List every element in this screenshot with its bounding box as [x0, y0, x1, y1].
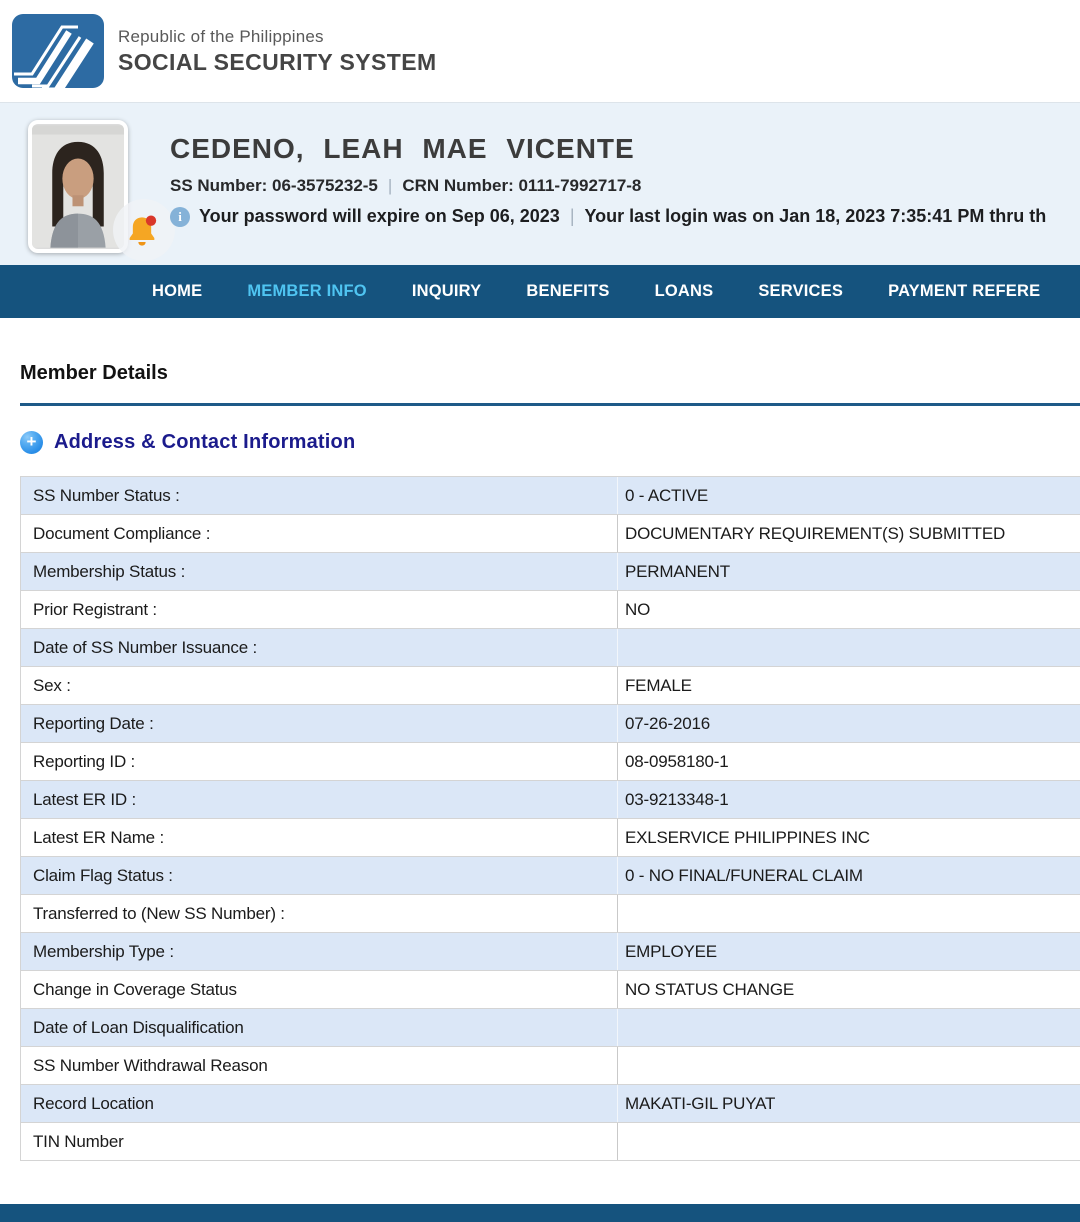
crn-number: CRN Number: 0111-7992717-8: [402, 176, 642, 195]
nav-item-home[interactable]: HOME: [152, 282, 203, 300]
table-row: [21, 1009, 1080, 1047]
info-icon: [170, 207, 190, 227]
table-row: [21, 1047, 1080, 1085]
detail-label: Record Location: [21, 1085, 618, 1122]
member-notice-line: [170, 206, 1080, 227]
table-row: [21, 1085, 1080, 1123]
detail-value: 08-0958180-1: [625, 751, 729, 771]
member-header: [0, 103, 1080, 265]
detail-label: Membership Type :: [21, 933, 618, 970]
nav-item-services[interactable]: SERVICES: [758, 282, 844, 300]
detail-label: Membership Status :: [21, 553, 618, 590]
detail-label: SS Number Status :: [21, 477, 618, 514]
table-row: [21, 515, 1080, 553]
brand-country: Republic of the Philippines: [118, 26, 324, 46]
member-text-block: [170, 133, 1080, 227]
ss-number: SS Number: 06-3575232-5: [170, 176, 378, 195]
detail-label: Reporting ID :: [21, 743, 618, 780]
nav-item-payment-refere[interactable]: PAYMENT REFERE: [888, 282, 1041, 300]
table-row: [21, 477, 1080, 515]
detail-value: 0 - ACTIVE: [625, 485, 709, 505]
password-expiry-notice: Your password will expire on Sep 06, 2023: [199, 206, 560, 226]
detail-value: FEMALE: [625, 675, 692, 695]
detail-value: 0 - NO FINAL/FUNERAL CLAIM: [625, 865, 863, 885]
detail-value: 03-9213348-1: [625, 789, 729, 809]
nav-item-loans[interactable]: LOANS: [654, 282, 714, 300]
detail-value: 07-26-2016: [625, 713, 710, 733]
table-row: [21, 781, 1080, 819]
detail-value: PERMANENT: [625, 561, 730, 581]
detail-value: [618, 1009, 1080, 1046]
detail-label: Document Compliance :: [21, 515, 618, 552]
member-photo-image: [32, 124, 124, 249]
table-row: [21, 857, 1080, 895]
separator: |: [387, 176, 393, 195]
title-divider: [20, 403, 1080, 406]
detail-label: Change in Coverage Status: [21, 971, 618, 1008]
detail-label: Date of Loan Disqualification: [21, 1009, 618, 1046]
detail-value: [618, 1047, 1080, 1084]
member-name: CEDENO, LEAH MAE VICENTE: [170, 133, 635, 164]
nav-item-inquiry[interactable]: INQUIRY: [411, 282, 482, 300]
detail-label: Latest ER Name :: [21, 819, 618, 856]
brand-agency-name: SOCIAL SECURITY SYSTEM: [118, 48, 437, 75]
detail-label: Sex :: [21, 667, 618, 704]
footer-bar: [0, 1204, 1080, 1222]
table-row: [21, 629, 1080, 667]
bell-icon[interactable]: [122, 213, 162, 253]
detail-label: Claim Flag Status :: [21, 857, 618, 894]
detail-value: [618, 629, 1080, 666]
brand-header: [0, 0, 1080, 103]
detail-value: EXLSERVICE PHILIPPINES INC: [625, 827, 870, 847]
nav-item-member-info[interactable]: MEMBER INFO: [247, 282, 367, 300]
detail-value: EMPLOYEE: [625, 941, 717, 961]
detail-label: Latest ER ID :: [21, 781, 618, 818]
table-row: [21, 895, 1080, 933]
member-id-line: [170, 176, 1080, 196]
table-row: [21, 591, 1080, 629]
detail-value: NO: [625, 599, 651, 619]
detail-label: SS Number Withdrawal Reason: [21, 1047, 618, 1084]
address-contact-section-toggle[interactable]: [20, 429, 1080, 455]
detail-label: Prior Registrant :: [21, 591, 618, 628]
table-row: [21, 971, 1080, 1009]
last-login-notice: Your last login was on Jan 18, 2023 7:35:41 PM thru th: [584, 206, 1047, 226]
detail-value: MAKATI-GIL PUYAT: [625, 1093, 776, 1113]
table-row: [21, 705, 1080, 743]
table-row: [21, 553, 1080, 591]
detail-label: TIN Number: [21, 1123, 618, 1160]
detail-label: Date of SS Number Issuance :: [21, 629, 618, 666]
sss-logo-icon: [12, 14, 104, 88]
separator: |: [569, 206, 575, 226]
main-content: [0, 362, 1080, 1161]
detail-value: [618, 895, 1080, 932]
table-row: [21, 743, 1080, 781]
table-row: [21, 667, 1080, 705]
detail-label: Reporting Date :: [21, 705, 618, 742]
detail-value: DOCUMENTARY REQUIREMENT(S) SUBMITTED: [625, 523, 1006, 543]
section-title: Address & Contact Information: [54, 430, 356, 453]
table-row: [21, 1123, 1080, 1161]
detail-value: [618, 1123, 1080, 1160]
table-row: [21, 933, 1080, 971]
table-row: [21, 819, 1080, 857]
brand-text: [118, 27, 437, 76]
member-details-table: [20, 476, 1080, 1161]
page-title: Member Details: [20, 362, 168, 384]
detail-value: NO STATUS CHANGE: [625, 979, 795, 999]
nav-item-benefits[interactable]: BENEFITS: [526, 282, 610, 300]
plus-expand-icon[interactable]: [20, 431, 43, 454]
main-nav: [0, 265, 1080, 318]
detail-label: Transferred to (New SS Number) :: [21, 895, 618, 932]
